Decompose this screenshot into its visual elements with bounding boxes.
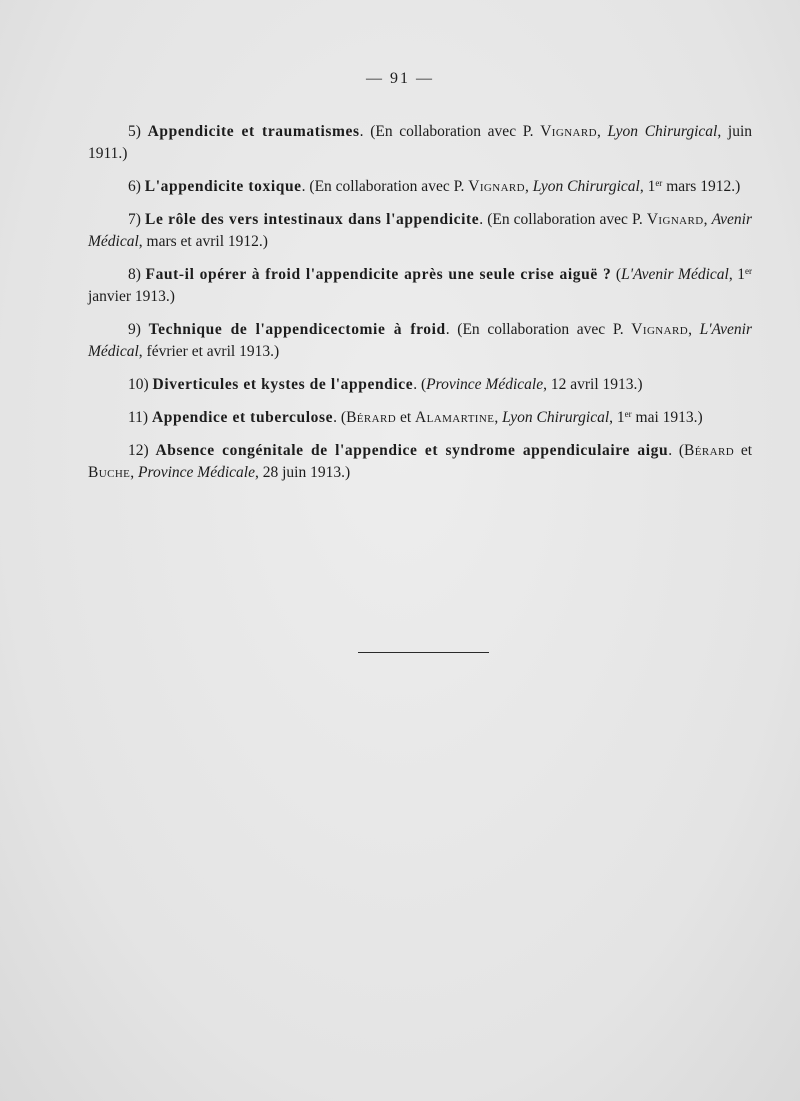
- entry-date: janvier 1913.): [88, 288, 175, 305]
- entry-text: ,: [494, 409, 503, 426]
- entry-text: . (: [668, 442, 685, 459]
- entry-title: Faut-il opérer à froid l'appendicite après une seule crise aiguë ?: [145, 266, 612, 283]
- entry-title: Absence congénitale de l'appendice et syndrome appendiculaire aigu: [155, 442, 669, 459]
- entry-text: . (En collaboration avec P.: [479, 211, 647, 228]
- entry-journal: L'Avenir Médical: [621, 266, 729, 283]
- entry-number: 10): [128, 376, 149, 393]
- entry-journal: L'Avenir Médical: [88, 321, 753, 360]
- entry-number: 6): [128, 178, 141, 195]
- entry-date-prefix: , 1: [639, 178, 656, 195]
- entry-number: 11): [128, 409, 149, 426]
- end-rule: [358, 652, 489, 653]
- entry-date-superscript: er: [624, 409, 632, 419]
- entry-date-superscript: er: [745, 266, 753, 276]
- entry-date: , 28 juin 1913.): [254, 464, 351, 481]
- entry-number: 12): [128, 442, 149, 459]
- bibliography-entry: [88, 374, 752, 396]
- entry-author: Buche: [88, 464, 131, 481]
- entry-text: et: [734, 442, 753, 459]
- bibliography-entry: [88, 319, 752, 363]
- entry-title: Diverticules et kystes de l'appendice: [152, 376, 414, 393]
- entry-journal: Avenir Médical: [88, 211, 753, 250]
- entry-date: mars 1912.): [662, 178, 741, 195]
- entry-date: , février et avril 1913.): [138, 343, 280, 360]
- entry-author: Bérard: [346, 409, 397, 426]
- entry-text: . (En collaboration avec P.: [445, 321, 632, 338]
- entry-number: 9): [128, 321, 141, 338]
- entry-journal: Lyon Chirurgical: [607, 123, 718, 140]
- entry-date: , mars et avril 1912.): [138, 233, 268, 250]
- entry-date: mai 1913.): [631, 409, 703, 426]
- entry-text: ,: [703, 211, 712, 228]
- entry-author: Vignard: [631, 321, 689, 338]
- entry-journal: Province Médicale: [426, 376, 544, 393]
- entry-author: Vignard: [468, 178, 526, 195]
- entry-title: Appendicite et traumatismes: [147, 123, 360, 140]
- entry-text: . (: [333, 409, 347, 426]
- bibliography-entry: [88, 264, 752, 308]
- entry-title: L'appendicite toxique: [144, 178, 302, 195]
- entry-text: (: [611, 266, 622, 283]
- entry-date-prefix: , 1: [609, 409, 625, 426]
- entry-text: ,: [688, 321, 700, 338]
- entry-text: ,: [130, 464, 139, 481]
- bibliography-entry: [88, 407, 752, 429]
- entry-date-superscript: er: [655, 178, 663, 188]
- entry-number: 8): [128, 266, 141, 283]
- entry-date: , 12 avril 1913.): [543, 376, 643, 393]
- entry-text: . (En collaboration avec P.: [359, 123, 541, 140]
- entry-number: 5): [128, 123, 141, 140]
- entry-text: ,: [596, 123, 608, 140]
- entry-journal: Lyon Chirurgical: [502, 409, 610, 426]
- entry-date-prefix: , 1: [728, 266, 746, 283]
- entry-journal: Province Médicale: [138, 464, 255, 481]
- bibliography-entry: [88, 176, 752, 198]
- bibliography-list: [88, 121, 752, 495]
- entry-text: et: [396, 409, 416, 426]
- entry-date: , juin 1911.): [88, 123, 753, 162]
- entry-text: ,: [525, 178, 533, 195]
- bibliography-entry: [88, 440, 752, 484]
- entry-journal: Lyon Chirurgical: [532, 178, 640, 195]
- entry-number: 7): [128, 211, 141, 228]
- page-number: — 91 —: [366, 70, 434, 87]
- entry-author: Bérard: [684, 442, 735, 459]
- entry-author: Vignard: [646, 211, 704, 228]
- entry-title: Le rôle des vers intestinaux dans l'appendicite: [145, 211, 480, 228]
- entry-text: . (: [413, 376, 427, 393]
- bibliography-entry: [88, 121, 752, 165]
- entry-title: Appendice et tuberculose: [151, 409, 334, 426]
- entry-author: Vignard: [540, 123, 597, 140]
- entry-author: Alamartine: [415, 409, 495, 426]
- bibliography-entry: [88, 209, 752, 253]
- entry-title: Technique de l'appendicectomie à froid: [148, 321, 446, 338]
- entry-text: . (En collaboration avec P.: [301, 178, 469, 195]
